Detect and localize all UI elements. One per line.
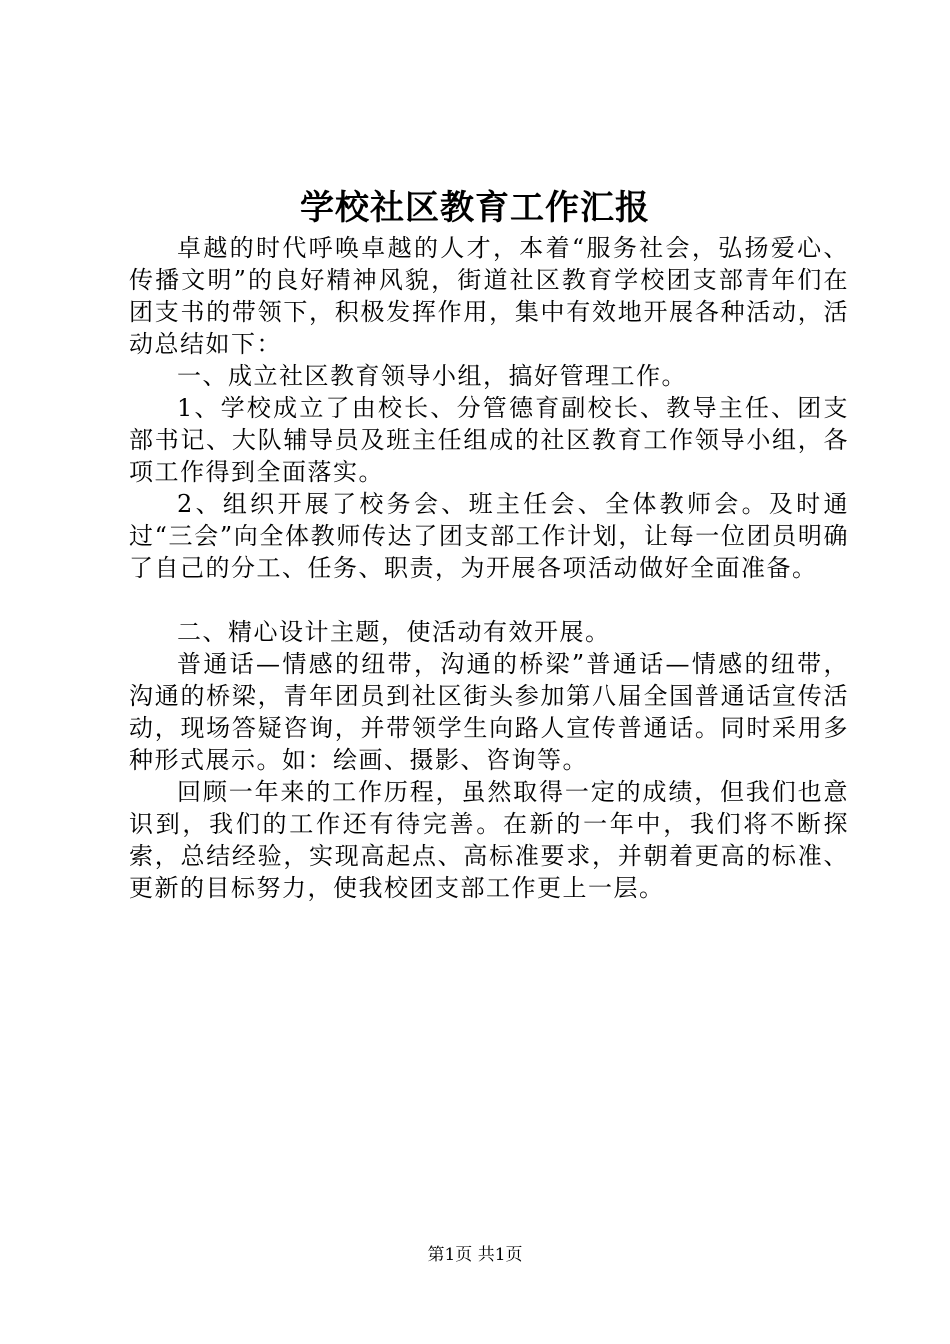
paragraph-section-1-heading: 一、成立社区教育领导小组，搞好管理工作。 — [177, 362, 687, 390]
paragraph-section-2-heading: 二、精心设计主题，使活动有效开展。 — [177, 618, 611, 646]
paragraph-item-1: 1、学校成立了由校长、分管德育副校长、教导主任、团支部书记、大队辅导员及班主任组成的社区教育工作领导小组，各项工作得到全面落实。 — [129, 394, 849, 486]
document-title: 学校社区教育工作汇报 — [300, 188, 650, 228]
paragraph-conclusion: 回顾一年来的工作历程，虽然取得一定的成绩，但我们也意识到，我们的工作还有待完善。在新的一年中，我们将不断探索，总结经验，实现高起点、高标准要求，并朝着更高的标准、更新的目标努力，使我校团支部工作更上一层。 — [129, 778, 849, 902]
paragraph-putonghua: 普通话—情感的纽带，沟通的桥梁”普通话—情感的纽带，沟通的桥梁，青年团员到社区街头参加第八届全国普通话宣传活动，现场答疑咨询，并带领学生向路人宣传普通话。同时采用多种形式展示。如：绘画、摄影、咨询等。 — [129, 650, 849, 774]
page-number-footer: 第1页 共1页 — [427, 1245, 523, 1265]
paragraph-item-2: 2、组织开展了校务会、班主任会、全体教师会。及时通过“三会”向全体教师传达了团支部工作计划，让每一位团员明确了自己的分工、任务、职责，为开展各项活动做好全面准备。 — [129, 490, 849, 582]
paragraph-intro: 卓越的时代呼唤卓越的人才，本着“服务社会，弘扬爱心、传播文明”的良好精神风貌，街道社区教育学校团支部青年们在团支书的带领下，积极发挥作用，集中有效地开展各种活动，活动总结如下： — [129, 234, 849, 358]
document-body — [129, 232, 849, 904]
